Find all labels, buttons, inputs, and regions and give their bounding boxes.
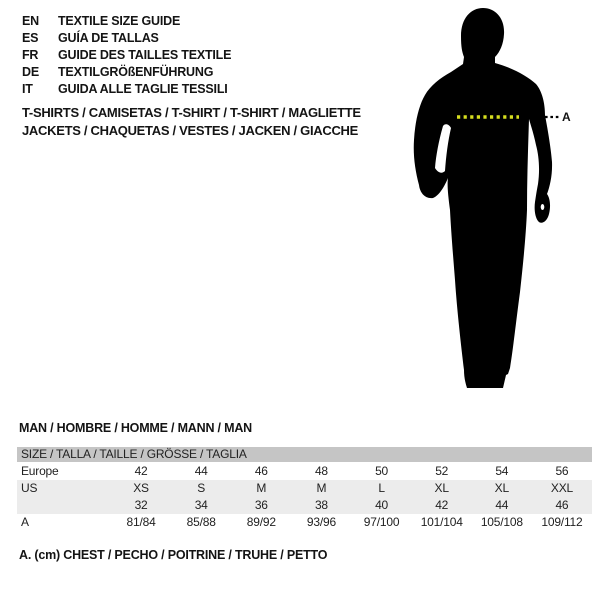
size-cell: 50 xyxy=(375,464,389,478)
size-cell: 48 xyxy=(314,464,328,478)
size-table-body xyxy=(17,463,592,531)
language-row-it xyxy=(22,81,231,98)
category-line-tshirts: T-SHIRTS / CAMISETAS / T-SHIRT / T-SHIRT / MAGLIETTE xyxy=(22,105,361,120)
size-cell: 32 xyxy=(134,498,148,512)
language-code: EN xyxy=(22,14,39,28)
size-cell: 101/104 xyxy=(420,515,463,529)
language-row-de xyxy=(22,64,231,81)
language-label: GUIDA ALLE TAGLIE TESSILI xyxy=(58,82,228,96)
language-row-es xyxy=(22,30,231,47)
language-row-en xyxy=(22,13,231,30)
size-cell: 46 xyxy=(254,464,268,478)
size-cell: 93/96 xyxy=(306,515,336,529)
section-title-man: MAN / HOMBRE / HOMME / MANN / MAN xyxy=(19,421,252,435)
footnote-chest: A. (cm) CHEST / PECHO / POITRINE / TRUHE / PETTO xyxy=(19,548,328,562)
size-cell: 44 xyxy=(495,498,509,512)
size-table-row xyxy=(17,497,592,514)
language-code: FR xyxy=(22,48,39,62)
size-table-row xyxy=(17,514,592,531)
man-silhouette-body xyxy=(414,8,552,388)
size-cell: XL xyxy=(494,481,509,495)
size-cell: 89/92 xyxy=(246,515,276,529)
size-cell: 97/100 xyxy=(363,515,400,529)
language-label: TEXTILGRÖßENFÜHRUNG xyxy=(58,65,214,79)
size-cell: M xyxy=(316,481,327,495)
size-cell: 44 xyxy=(194,464,208,478)
size-cell: 38 xyxy=(314,498,328,512)
language-code: DE xyxy=(22,65,39,79)
size-table-row xyxy=(17,480,592,497)
size-cell: 36 xyxy=(254,498,268,512)
size-cell: 85/88 xyxy=(186,515,216,529)
size-table xyxy=(17,447,592,531)
language-code: ES xyxy=(22,31,39,45)
size-table-row xyxy=(17,463,592,480)
language-label: GUIDE DES TAILLES TEXTILE xyxy=(58,48,232,62)
size-cell: XS xyxy=(133,481,149,495)
language-label: GUÍA DE TALLAS xyxy=(58,31,159,45)
size-cell: 52 xyxy=(435,464,449,478)
size-cell: 56 xyxy=(555,464,569,478)
size-row-label: US xyxy=(21,481,38,495)
category-line-jackets: JACKETS / CHAQUETAS / VESTES / JACKEN / GIACCHE xyxy=(22,123,358,138)
size-cell: L xyxy=(378,481,385,495)
size-cell: 42 xyxy=(435,498,449,512)
size-row-label: A xyxy=(21,515,29,529)
size-row-label xyxy=(17,497,111,514)
size-cell: 54 xyxy=(495,464,509,478)
size-cell: M xyxy=(256,481,267,495)
man-silhouette xyxy=(395,0,570,395)
size-cell: 105/108 xyxy=(480,515,523,529)
fist-highlight xyxy=(541,204,545,210)
language-code: IT xyxy=(22,82,33,96)
size-cell: XXL xyxy=(550,481,573,495)
language-row-fr xyxy=(22,47,231,64)
size-cell: 81/84 xyxy=(126,515,156,529)
size-cell: XL xyxy=(434,481,449,495)
size-cell: 42 xyxy=(134,464,148,478)
figure-area xyxy=(395,0,570,395)
category-lines xyxy=(22,104,361,140)
size-cell: 40 xyxy=(375,498,389,512)
measure-label-a: A xyxy=(562,110,571,124)
language-label: TEXTILE SIZE GUIDE xyxy=(58,14,181,28)
size-table-header: SIZE / TALLA / TAILLE / GRÖSSE / TAGLIA xyxy=(17,447,592,462)
size-row-label: Europe xyxy=(21,464,59,478)
size-cell: 34 xyxy=(194,498,208,512)
size-cell: 109/112 xyxy=(541,515,583,529)
language-list xyxy=(22,13,231,98)
size-cell: 46 xyxy=(555,498,569,512)
size-cell: S xyxy=(197,481,206,495)
